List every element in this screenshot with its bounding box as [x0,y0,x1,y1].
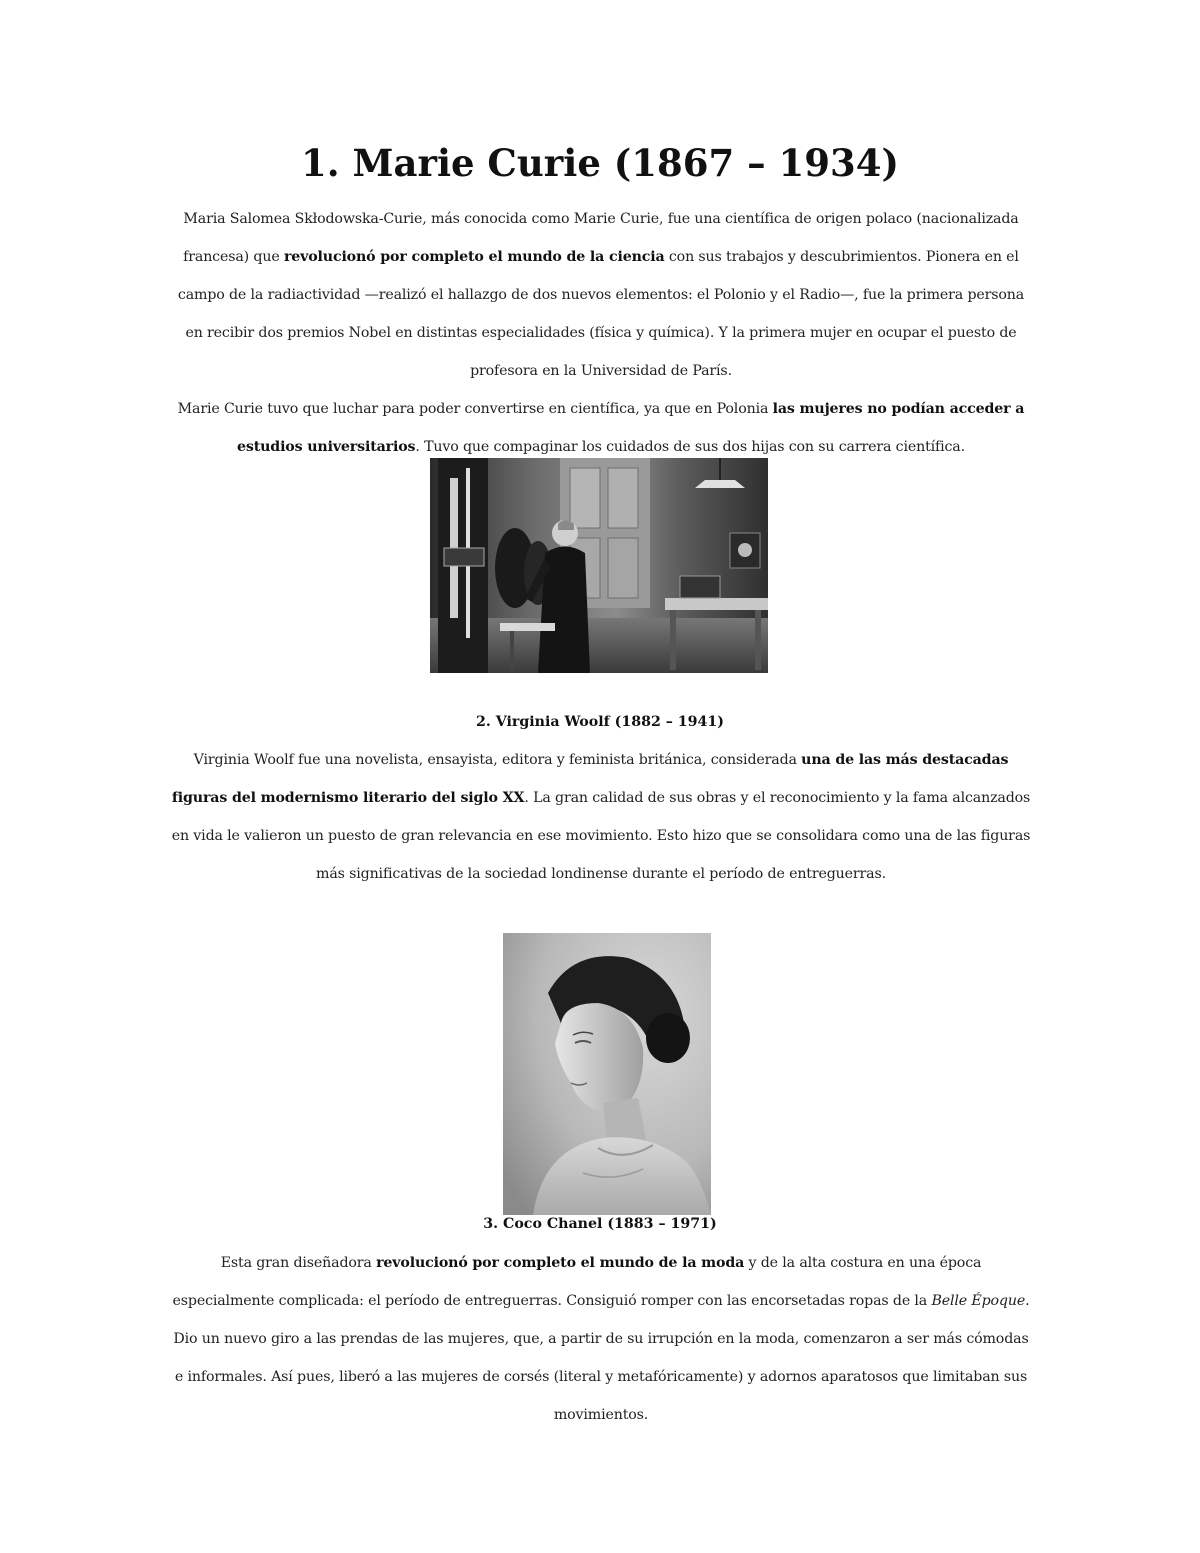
woolf-p1-bold: una de las más destacadas figuras del modernismo literario del siglo XX [171,752,1009,806]
chanel-p1-text-1: Esta gran diseñadora [220,1255,377,1271]
chanel-p1-text-2: y de la alta costura en una época especialmente complicada: el período de entreguerras. Consiguió romper con las encorsetadas ropas de la [172,1255,982,1309]
woolf-p1-text-1: Virginia Woolf fue una novelista, ensayista, editora y feminista británica, considerada [193,752,802,768]
curie-p1-bold: revolucionó por completo el mundo de la ciencia [283,249,665,265]
virginia-woolf-heading: 2. Virginia Woolf (1882 – 1941) [475,714,725,730]
coco-chanel-heading: 3. Coco Chanel (1883 – 1971) [483,1216,717,1232]
curie-p2-text-2: . Tuvo que compaginar los cuidados de sus dos hijas con su carrera científica. [415,439,965,455]
curie-p1-text-1: Maria Salomea Skłodowska-Curie, más conocida como Marie Curie, fue una científica de origen polaco (nacionalizada francesa) que [183,211,1019,265]
woolf-paragraph [168,741,1034,893]
marie-curie-photo [430,458,768,673]
curie-p1-text-2: con sus trabajos y descubrimientos. Pionera en el campo de la radiactividad —realizó el hallazgo de dos nuevos elementos: el Polonio y el Radio—, fue la primera persona en recibir dos premios Nobel en distintas especialidades (física y química). Y la primera mujer en ocupar el puesto de profesora en la Universidad de París. [177,249,1025,379]
chanel-p1-italic: Belle Époque [931,1293,1026,1309]
woolf-p1-text-2: . La gran calidad de sus obras y el reconocimiento y la fama alcanzados en vida le valieron un puesto de gran relevancia en ese movimiento. Esto hizo que se consolidara como una de las figuras más significativas de la sociedad londinense durante el período de entreguerras. [171,790,1031,882]
curie-p2-text-1: Marie Curie tuvo que luchar para poder convertirse en científica, ya que en Polonia [177,401,773,417]
curie-paragraph-2 [168,390,1034,466]
page-title: 1. Marie Curie (1867 – 1934) [301,141,899,185]
virginia-woolf-photo [503,933,711,1215]
chanel-p1-text-3: . Dio un nuevo giro a las prendas de las mujeres, que, a partir de su irrupción en la moda, comenzaron a ser más cómodas e informales. Así pues, liberó a las mujeres de corsés (literal y metafóricamente) y adornos aparatosos que limitaban sus movimientos. [173,1293,1030,1423]
chanel-paragraph [168,1244,1034,1434]
curie-paragraph-1 [168,200,1034,390]
curie-p2-bold: las mujeres no podían acceder a estudios universitarios [237,401,1025,455]
chanel-p1-bold: revolucionó por completo el mundo de la moda [376,1255,745,1271]
